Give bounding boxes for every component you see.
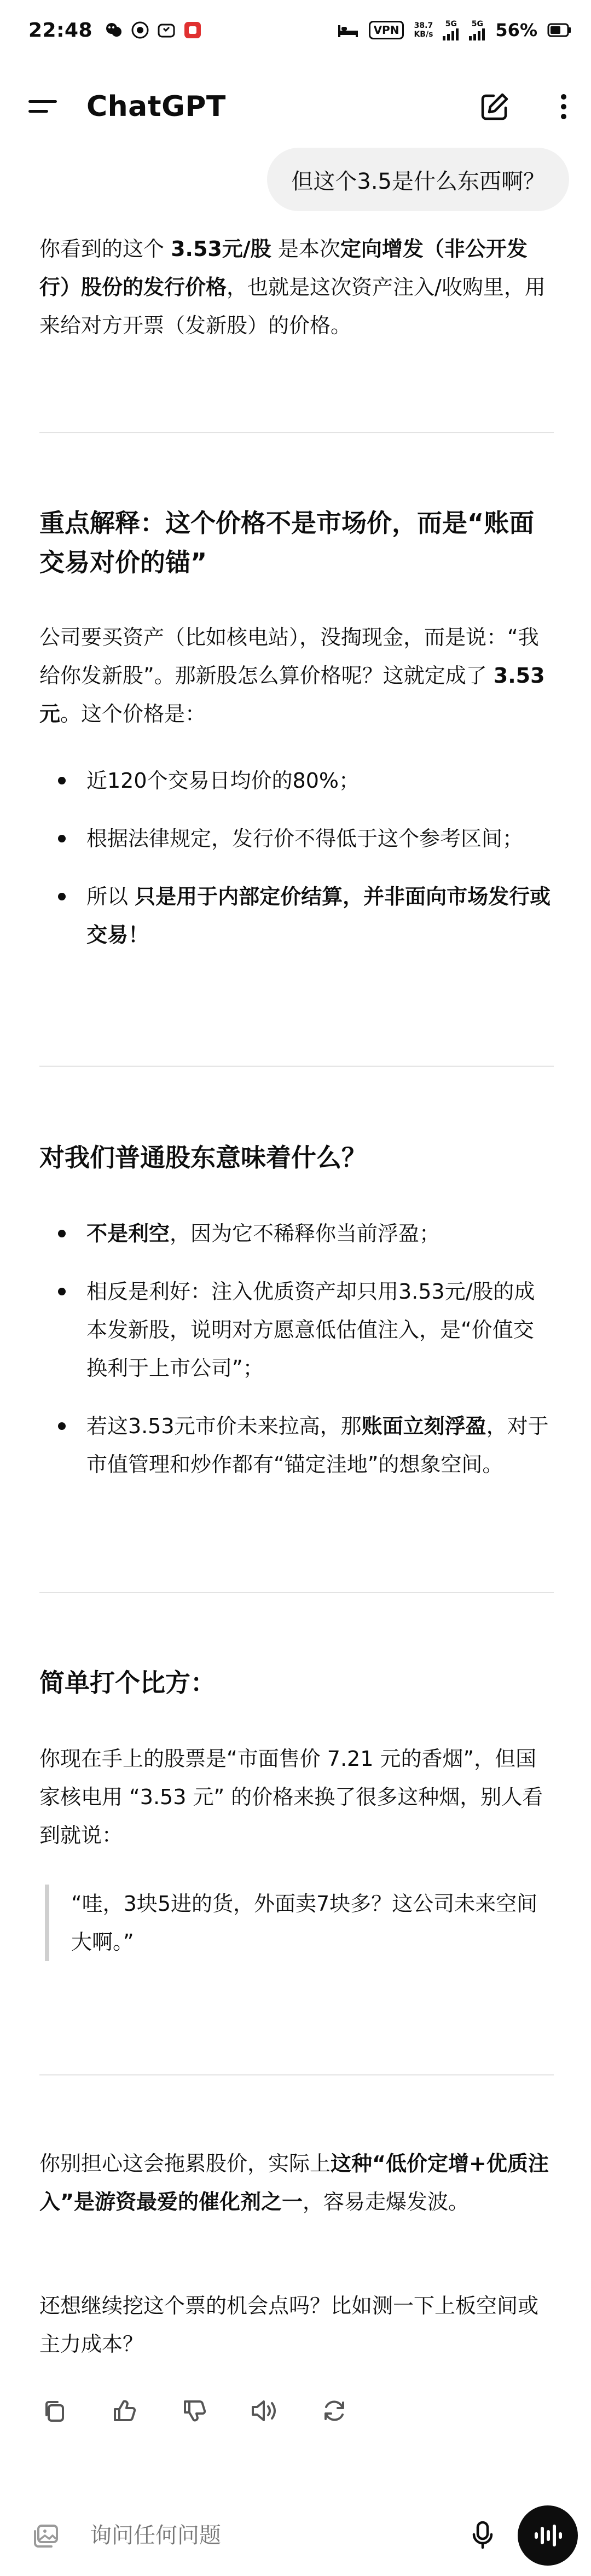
signal-2-label: 5G: [471, 20, 484, 28]
regenerate-icon[interactable]: [320, 2396, 349, 2426]
voice-waveform-icon: [532, 2523, 563, 2548]
app-title: ChatGPT: [86, 90, 226, 123]
divider: [39, 1066, 554, 1067]
follow-up-question: 还想继续挖这个票的机会点吗？比如测一下上板空间或主力成本？: [39, 2294, 539, 2356]
user-message-bubble: [267, 148, 569, 211]
section-2-list: [39, 1214, 554, 1503]
vpn-badge: VPN: [369, 21, 404, 39]
status-bar: [0, 0, 591, 60]
thumbs-down-icon[interactable]: [179, 2396, 209, 2426]
divider: [39, 1592, 554, 1593]
read-aloud-icon[interactable]: [250, 2396, 279, 2426]
intro-bold-2: 定向增发（非公开发行）股份的发行价格: [39, 237, 528, 299]
s2-bullet-3-bold: 账面立刻浮盈: [361, 1414, 486, 1438]
copy-icon[interactable]: [39, 2396, 69, 2426]
bed-icon: [337, 22, 359, 38]
list-item: [39, 1272, 554, 1387]
list-item: [39, 1214, 554, 1253]
list-item: [39, 1407, 554, 1484]
assistant-intro: [39, 230, 554, 345]
divider: [39, 432, 554, 433]
divider: [39, 2074, 554, 2075]
signal-1-label: 5G: [445, 20, 457, 28]
network-speed: [414, 21, 433, 39]
message-input[interactable]: [90, 2523, 396, 2548]
status-time: 22:48: [28, 19, 93, 42]
section-3-heading: 简单打个比方：: [39, 1668, 216, 1697]
system-indicators: [337, 20, 571, 40]
section-1-paragraph: [39, 618, 554, 733]
s2-bullet-1-bold: 不是利空: [86, 1222, 170, 1246]
more-options-icon[interactable]: [558, 90, 569, 123]
intro-text-2: 是本次: [271, 237, 340, 261]
intro-text-1: 你看到的这个: [39, 237, 171, 261]
closing-text-1: 你别担心这会拖累股价，实际上: [39, 2151, 331, 2176]
analogy-quote: “哇，3块5进的货，外面卖7块多？这公司未来空间大啊。”: [45, 1885, 554, 1961]
menu-icon[interactable]: [27, 96, 60, 118]
section-1-bold: 3.53 元: [39, 664, 545, 726]
app-header: [0, 60, 591, 153]
intro-paragraph: [39, 230, 554, 345]
s2-bullet-3-text-2: ，对于市值管理和炒作都有“锚定洼地”的想象空间。: [86, 1414, 549, 1476]
section-2-heading: 对我们普通股东意味着什么？: [39, 1143, 367, 1172]
section-shareholder-impact: [39, 1138, 554, 1177]
section-1-text-2: 。这个价格是：: [60, 702, 206, 726]
s2-bullet-2-text: 相反是利好：注入优质资产却只用3.53元/股的成本发新股，说明对方愿意低估值注入，是“价值交换利于上市公司”；: [86, 1280, 535, 1380]
microphone-icon[interactable]: [472, 2520, 494, 2551]
network-speed-unit: KB/s: [414, 30, 433, 39]
list-item: [39, 877, 554, 954]
composer-actions: [472, 2505, 578, 2566]
section-1-list: [39, 761, 554, 974]
closing-bold: 这种“低价定增+优质注入”是游资最爱的催化剂之一: [39, 2151, 549, 2214]
s2-bullet-3-text-1: 若这3.53元市价未来拉高，那: [86, 1414, 362, 1438]
closing-paragraph: [39, 2144, 554, 2221]
wechat-icon: [105, 21, 123, 39]
header-actions: [478, 90, 569, 123]
bilibili-icon: [157, 21, 176, 39]
user-message-text: 但这个3.5是什么东西啊？: [291, 168, 545, 194]
bullet-3-bold: 只是用于内部定价结算，并非面向市场发行或交易！: [86, 885, 551, 947]
intro-text-3: ，也就是这次资产注入/收购里，用来给对方开票（发新股）的价格。: [39, 275, 546, 338]
bullet-2-text: 根据法律规定，发行价不得低于这个参考区间；: [86, 827, 524, 851]
signal-bars-icon: [443, 28, 459, 40]
voice-mode-button[interactable]: [518, 2505, 578, 2566]
s2-bullet-1-text: ，因为它不稀释你当前浮盈；: [170, 1222, 441, 1246]
red-app-icon: [183, 21, 202, 39]
thumbs-up-icon[interactable]: [109, 2396, 139, 2426]
section-price-explanation: [39, 503, 554, 582]
closing-text-2: ，容易走爆发波。: [302, 2190, 469, 2214]
battery-icon: [547, 23, 571, 37]
message-actions: [39, 2396, 349, 2426]
section-3-paragraph: 你现在手上的股票是“市面售价 7.21 元的香烟”，但国家核电用 “3.53 元” 的价格来换了很多这种烟，别人看到就说：: [39, 1747, 543, 1847]
section-analogy: [39, 1663, 554, 1702]
section-1-heading: 重点解释：这个价格不是市场价，而是“账面交易对价的锚”: [39, 508, 535, 577]
notification-icons: [105, 21, 202, 39]
composer-bar: [0, 2494, 591, 2576]
list-item: [39, 761, 554, 800]
new-chat-icon[interactable]: [478, 90, 511, 123]
signal-bars-icon: [469, 28, 485, 40]
signal-1: [443, 20, 459, 40]
section-1-text-1: 公司要买资产（比如核电站），没掏现金，而是说：“我给你发新股”。那新股怎么算价格呢？这就定成了: [39, 625, 539, 688]
network-speed-value: 38.7: [414, 21, 433, 30]
bullet-3-text: 所以: [86, 885, 135, 909]
app-notification-icon: [131, 21, 149, 39]
signal-2: [469, 20, 485, 40]
attach-image-icon[interactable]: [31, 2520, 61, 2551]
list-item: [39, 819, 554, 858]
battery-percent: 56%: [495, 20, 537, 40]
intro-bold-1: 3.53元/股: [171, 237, 271, 261]
bullet-1-text: 近120个交易日均价的80%；: [86, 769, 360, 793]
